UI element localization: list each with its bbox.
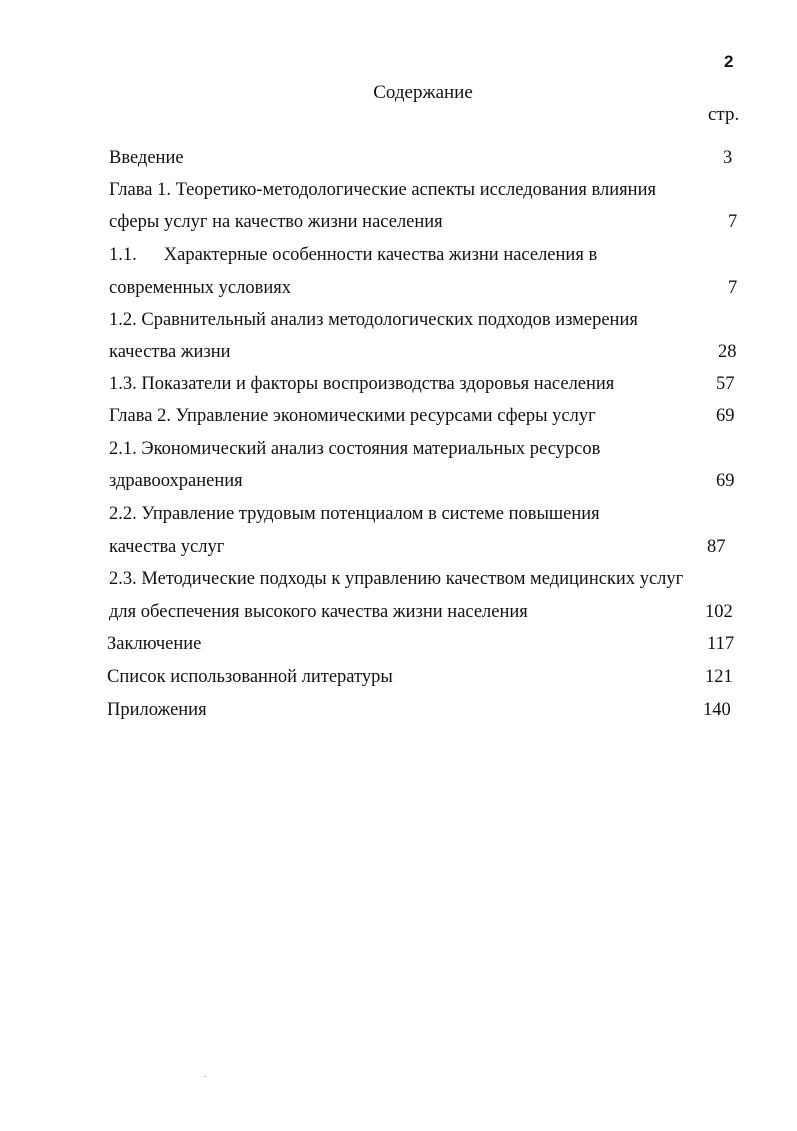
toc-entry-line: здравоохранения bbox=[109, 471, 243, 491]
page-column-header: стр. bbox=[708, 104, 740, 125]
scan-speck bbox=[204, 1076, 206, 1077]
toc-entry-page: 69 bbox=[716, 406, 735, 426]
toc-entry-line: 1.2. Сравнительный анализ методологических подходов измерения bbox=[109, 310, 638, 330]
toc-entry-line bbox=[109, 244, 597, 266]
toc-entry-page: 28 bbox=[718, 342, 737, 362]
toc-entry-page: 7 bbox=[728, 212, 738, 232]
toc-entry-page: 69 bbox=[716, 471, 735, 491]
toc-entry-line: 2.3. Методические подходы к управлению качеством медицинских услуг bbox=[109, 569, 684, 589]
toc-entry-page: 121 bbox=[705, 667, 733, 687]
toc-entry-line: 1.3. Показатели и факторы воспроизводства здоровья населения bbox=[109, 374, 615, 394]
toc-entry-line: Введение bbox=[109, 148, 184, 168]
page-number: 2 bbox=[724, 52, 734, 71]
toc-entry-page: 102 bbox=[705, 602, 733, 622]
toc-entry-page: 87 bbox=[707, 537, 726, 557]
toc-entry-page: 3 bbox=[723, 148, 733, 168]
toc-entry-line: современных условиях bbox=[109, 278, 292, 298]
toc-entry-line: 2.1. Экономический анализ состояния материальных ресурсов bbox=[109, 439, 601, 459]
toc-entry-line: Приложения bbox=[107, 700, 207, 720]
toc-entry-line: Глава 2. Управление экономическими ресурсами сферы услуг bbox=[109, 406, 596, 426]
toc-entry-page: 57 bbox=[716, 374, 735, 394]
toc-entry-line: качества услуг bbox=[109, 537, 225, 557]
toc-entry-line: Список использованной литературы bbox=[107, 667, 393, 687]
toc-entry-page: 7 bbox=[728, 278, 738, 298]
toc-title: Содержание bbox=[373, 82, 473, 103]
toc-entry-line: 2.2. Управление трудовым потенциалом в системе повышения bbox=[109, 504, 600, 524]
toc-entry-text: Характерные особенности качества жизни населения в bbox=[163, 245, 598, 265]
toc-entry-page: 140 bbox=[703, 700, 731, 720]
toc-entry-line: качества жизни bbox=[109, 342, 231, 362]
toc-entry-page: 117 bbox=[707, 634, 735, 654]
toc-entry-line: для обеспечения высокого качества жизни населения bbox=[109, 602, 528, 622]
toc-entry-number: 1.1. bbox=[109, 245, 137, 265]
toc-entry-line: Заключение bbox=[107, 634, 202, 654]
toc-entry-line: сферы услуг на качество жизни населения bbox=[109, 212, 443, 232]
toc-entry-line: Глава 1. Теоретико-методологические аспекты исследования влияния bbox=[109, 180, 656, 200]
